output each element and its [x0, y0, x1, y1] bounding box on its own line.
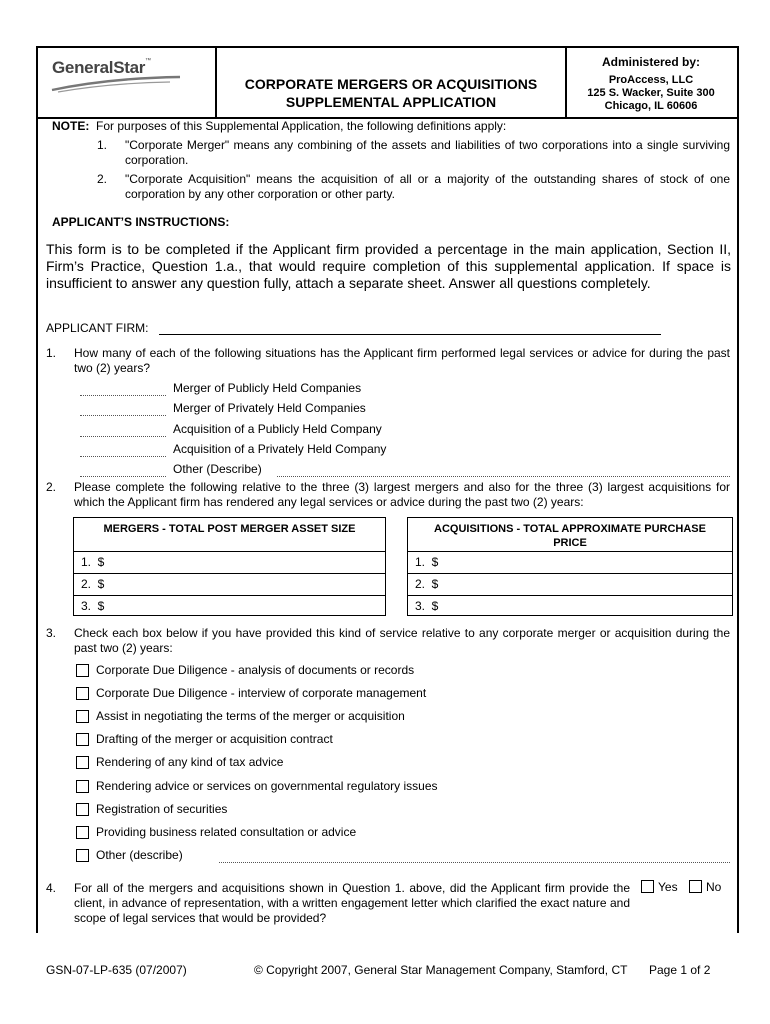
mergers-row[interactable]: 2. $	[74, 574, 385, 596]
q1-count-field[interactable]	[80, 456, 166, 457]
q3-number: 3.	[46, 626, 57, 640]
q1-item: Acquisition of a Privately Held Company	[173, 442, 387, 456]
q1-item: Acquisition of a Publicly Held Company	[173, 422, 382, 436]
q3-item: Rendering of any kind of tax advice	[96, 755, 284, 769]
note-item: "Corporate Acquisition" means the acquisition of all or a majority of the outstanding shares of stock of one corporation by any other corporation or other party.	[125, 172, 730, 201]
q4-no-checkbox[interactable]	[689, 880, 702, 893]
mergers-header: MERGERS - TOTAL POST MERGER ASSET SIZE	[74, 518, 385, 552]
generalstar-logo: GeneralStar™	[52, 58, 151, 78]
q4-no-label: No	[706, 880, 722, 894]
note-item-number: 1.	[97, 138, 108, 152]
q1-item: Other (Describe)	[173, 462, 262, 476]
administrator-block: Administered by: ProAccess, LLC 125 S. Wacker, Suite 300 Chicago, IL 60606	[587, 55, 715, 112]
q3-item: Drafting of the merger or acquisition contract	[96, 732, 333, 746]
logo-swoosh-icon	[50, 74, 190, 94]
q4-yes-label: Yes	[658, 880, 678, 894]
q3-checkbox[interactable]	[76, 687, 89, 700]
page-title: CORPORATE MERGERS OR ACQUISITIONS SUPPLEMENTAL APPLICATION	[244, 76, 538, 110]
q1-count-field[interactable]	[80, 395, 166, 396]
note-item-number: 2.	[97, 172, 108, 186]
q3-checkbox[interactable]	[76, 849, 89, 862]
q3-checkbox[interactable]	[76, 710, 89, 723]
q4-yes-checkbox[interactable]	[641, 880, 654, 893]
q3-item: Other (describe)	[96, 848, 183, 862]
q3-item: Registration of securities	[96, 802, 228, 816]
q1-item: Merger of Publicly Held Companies	[173, 381, 362, 395]
q3-checkbox[interactable]	[76, 664, 89, 677]
acquisitions-header: ACQUISITIONS - TOTAL APPROXIMATE PURCHASE PRICE	[408, 518, 732, 552]
q1-count-field[interactable]	[80, 436, 166, 437]
instructions-body: This form is to be completed if the Applicant firm provided a percentage in the main application, Section II, Firm’s Practice, Question 1.a., that would require completion of this supplemental application. If space is insufficient to answer any question fully, attach a separate sheet. Answer all questions completely.	[46, 241, 731, 291]
acquisitions-row[interactable]: 1. $	[408, 552, 732, 574]
page-number: Page 1 of 2	[649, 963, 711, 977]
acquisitions-row[interactable]: 2. $	[408, 574, 732, 596]
q4-text: For all of the mergers and acquisitions shown in Question 1. above, did the Applicant firm provide the client, in advance of representation, with a written engagement letter which clarified the exact nature and scope of legal services that would be provided?	[74, 881, 630, 925]
q1-count-field[interactable]	[80, 476, 166, 477]
q1-number: 1.	[46, 346, 57, 360]
note-intro: NOTE: For purposes of this Supplemental Application, the following definitions apply:	[52, 119, 507, 133]
q3-other-describe-field[interactable]	[219, 862, 730, 863]
q3-item: Rendering advice or services on governmental regulatory issues	[96, 779, 438, 793]
q3-checkbox[interactable]	[76, 826, 89, 839]
q2-number: 2.	[46, 480, 57, 494]
q3-checkbox[interactable]	[76, 756, 89, 769]
q3-checkbox[interactable]	[76, 733, 89, 746]
instructions-heading: APPLICANT’S INSTRUCTIONS:	[52, 215, 230, 229]
q1-count-field[interactable]	[80, 415, 166, 416]
q2-text: Please complete the following relative to the three (3) largest mergers and also for the three (3) largest acquisitions for which the Applicant firm has rendered any legal services or advice during the past two (2) years:	[74, 480, 730, 509]
q3-item: Assist in negotiating the terms of the merger or acquisition	[96, 709, 405, 723]
acquisitions-table	[407, 517, 733, 616]
copyright: © Copyright 2007, General Star Management Company, Stamford, CT	[254, 963, 628, 977]
q1-text: How many of each of the following situations has the Applicant firm performed legal services or advice for during the past two (2) years?	[74, 346, 730, 375]
q3-item: Corporate Due Diligence - analysis of documents or records	[96, 663, 415, 677]
applicant-firm-field[interactable]	[159, 334, 661, 335]
q3-item: Corporate Due Diligence - interview of corporate management	[96, 686, 427, 700]
q3-checkbox[interactable]	[76, 780, 89, 793]
q4-number: 4.	[46, 881, 57, 895]
mergers-row[interactable]: 1. $	[74, 552, 385, 574]
note-item: "Corporate Merger" means any combining of the assets and liabilities of two corporations into a single surviving corporation.	[125, 138, 730, 167]
form-id: GSN-07-LP-635 (07/2007)	[46, 963, 187, 977]
mergers-row[interactable]: 3. $	[81, 599, 105, 613]
acquisitions-row[interactable]: 3. $	[415, 599, 439, 613]
q1-other-describe-field[interactable]	[277, 476, 730, 477]
mergers-table	[73, 517, 386, 616]
q3-text: Check each box below if you have provided this kind of service relative to any corporate merger or acquisition during the past two (2) years:	[74, 626, 730, 655]
applicant-firm-label: APPLICANT FIRM:	[46, 321, 149, 335]
q3-checkbox[interactable]	[76, 803, 89, 816]
q1-item: Merger of Privately Held Companies	[173, 401, 366, 415]
q3-item: Providing business related consultation or advice	[96, 825, 357, 839]
